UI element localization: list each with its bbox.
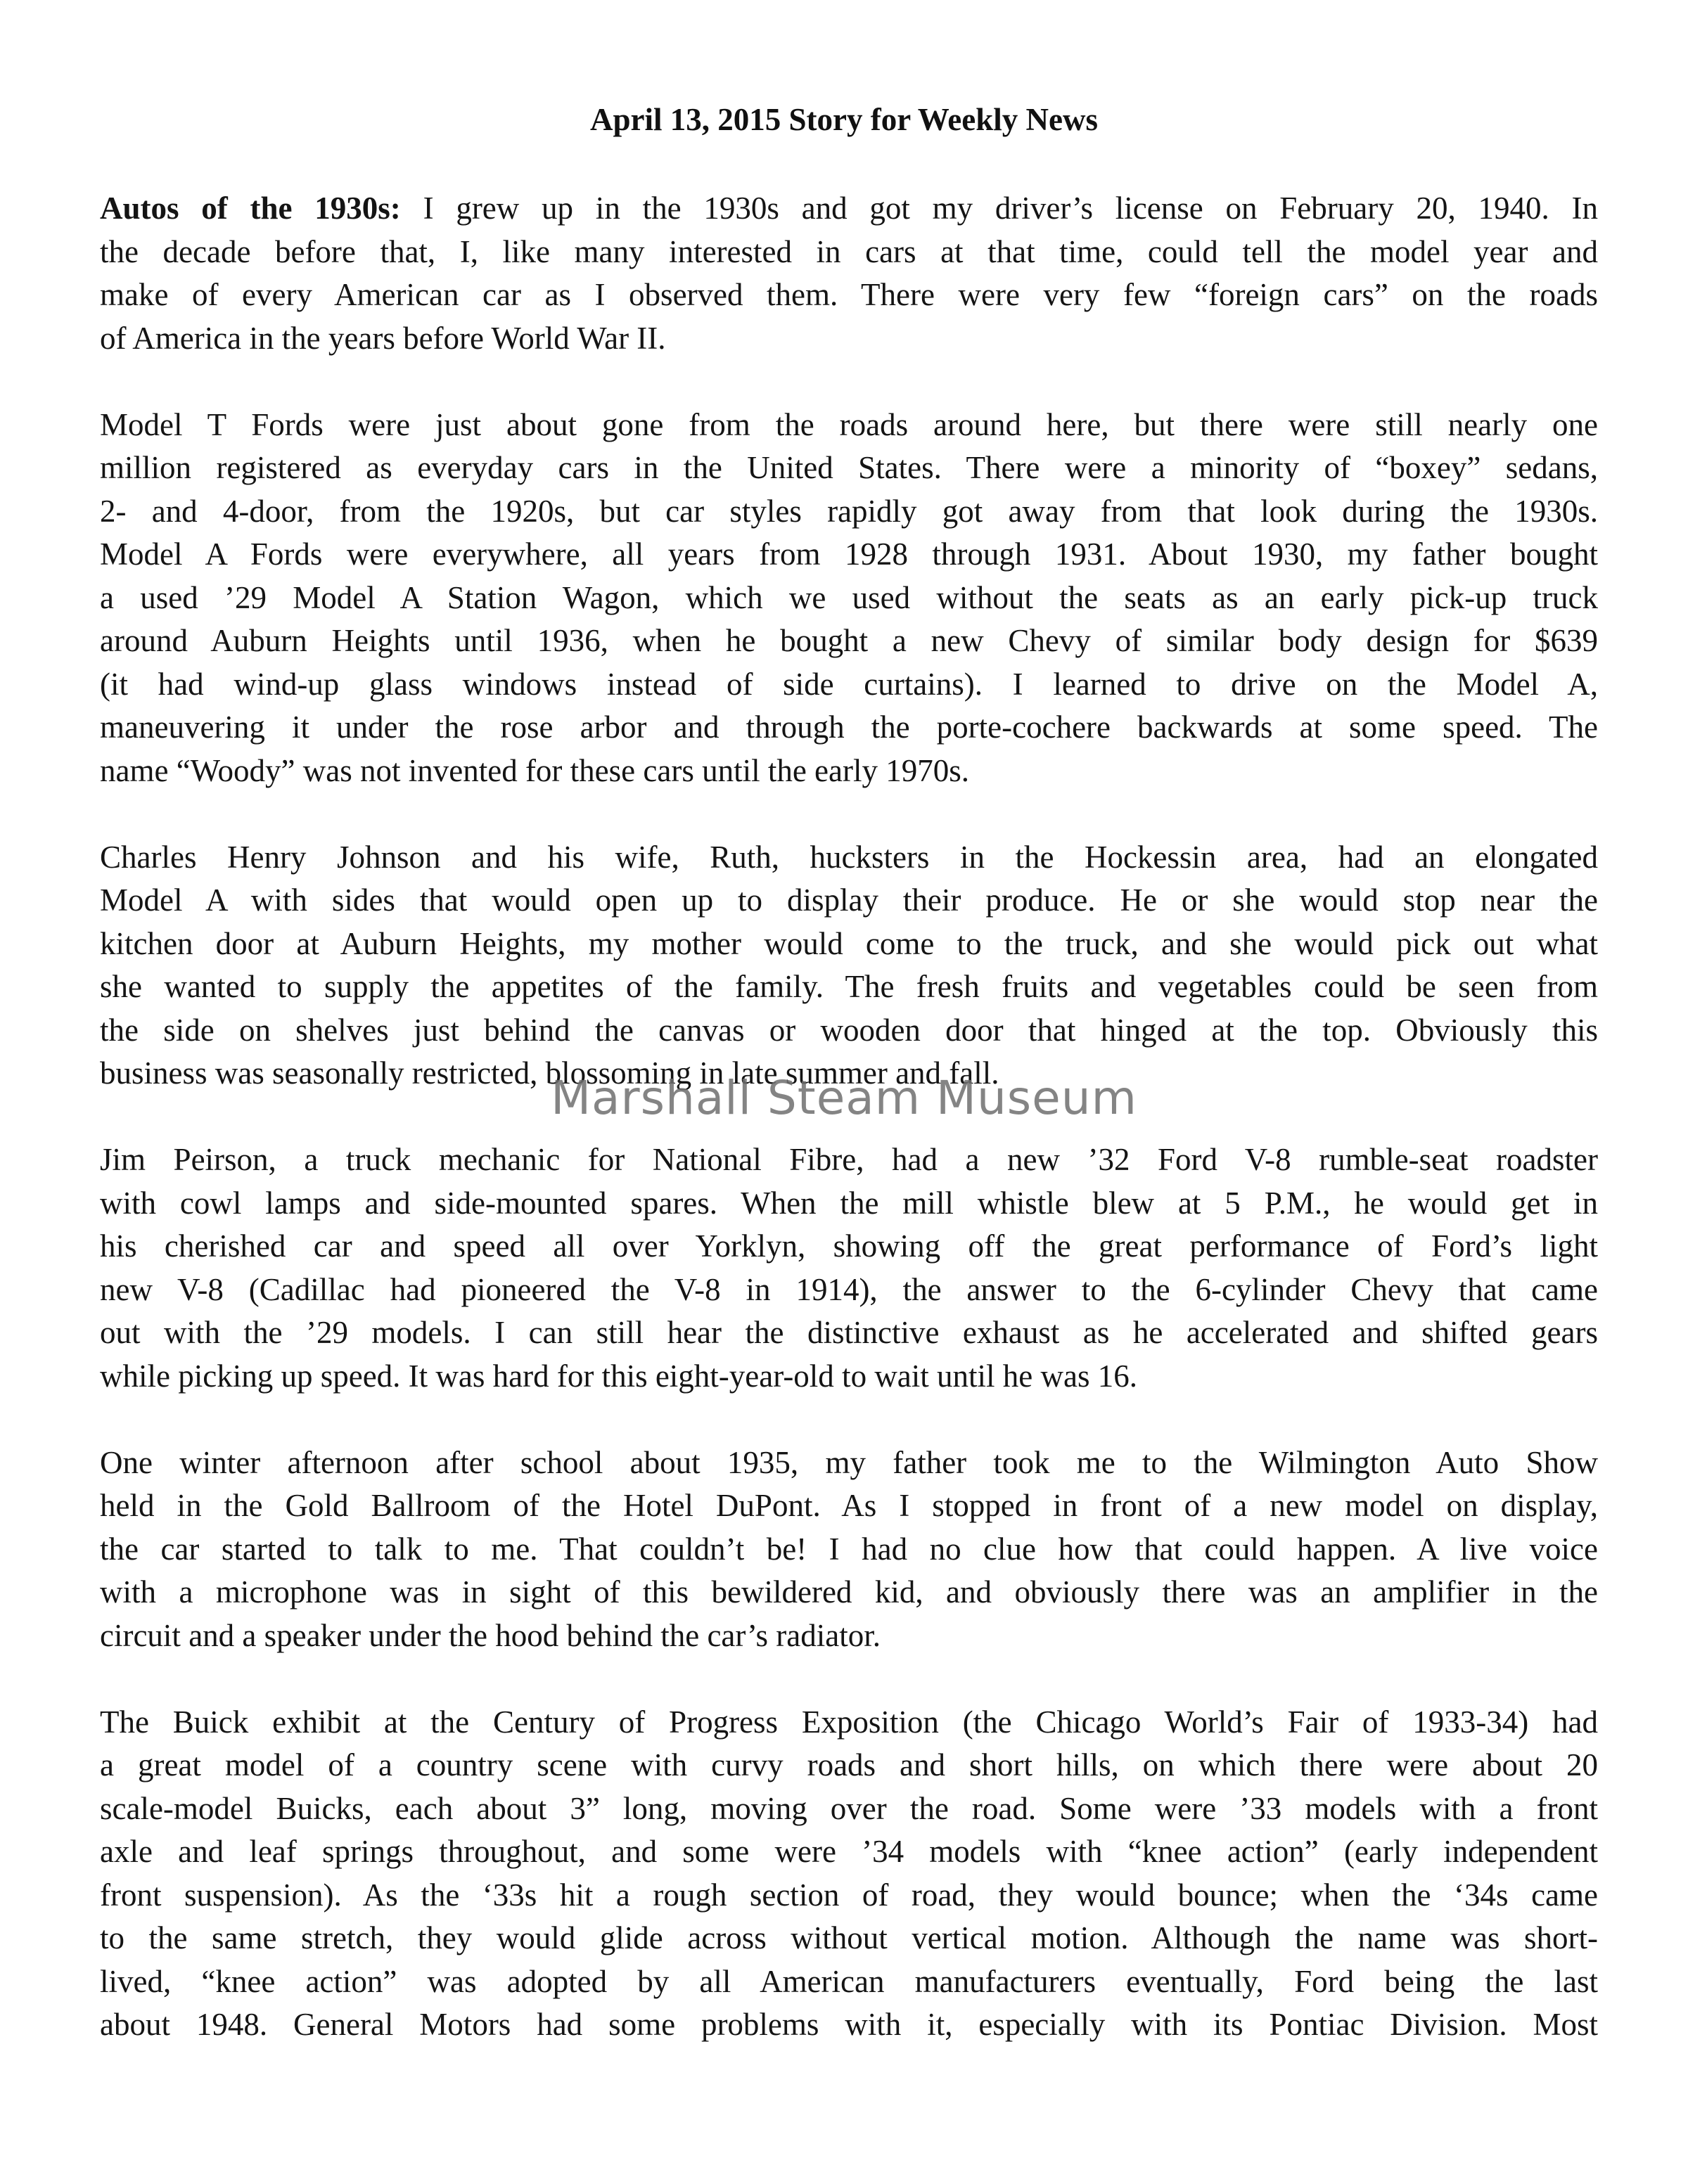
paragraph-line: name “Woody” was not invented for these cars until the early 1970s. <box>100 752 970 788</box>
paragraph-line: business was seasonally restricted, blossoming in late summer and fall. <box>100 1055 999 1091</box>
paragraph-line: axle and leaf springs throughout, and some were ’34 models with “knee action” (early independent <box>100 1834 1598 1869</box>
paragraph-line: she wanted to supply the appetites of the family. The fresh fruits and vegetables could be seen from <box>100 969 1598 1004</box>
paragraph <box>100 1138 1598 1398</box>
paragraph <box>100 836 1598 1096</box>
paragraph-line: make of every American car as I observed them. There were very few “foreign cars” on the roads <box>100 277 1598 312</box>
paragraph-line: lived, “knee action” was adopted by all American manufacturers eventually, Ford being the last <box>100 1963 1598 1999</box>
paragraph-line: Charles Henry Johnson and his wife, Ruth, hucksters in the Hockessin area, had an elongated <box>100 839 1598 875</box>
paragraph-line: The Buick exhibit at the Century of Progress Exposition (the Chicago World’s Fair of 1933-34) had <box>100 1704 1598 1740</box>
paragraph-line: scale-model Buicks, each about 3” long, moving over the road. Some were ’33 models with a front <box>100 1790 1598 1826</box>
paragraph <box>100 1701 1598 2047</box>
paragraph-line: Jim Peirson, a truck mechanic for National Fibre, had a new ’32 Ford V-8 rumble-seat roadster <box>100 1142 1598 1177</box>
paragraph-line: maneuvering it under the rose arbor and through the porte-cochere backwards at some speed. The <box>100 709 1598 745</box>
paragraph-line: the car started to talk to me. That couldn’t be! I had no clue how that could happen. A live voice <box>100 1531 1598 1567</box>
paragraph-line: held in the Gold Ballroom of the Hotel DuPont. As I stopped in front of a new model on display, <box>100 1488 1598 1523</box>
paragraph-line: Autos of the 1930s: I grew up in the 1930s and got my driver’s license on February 20, 1940. In <box>100 191 1598 226</box>
paragraph-line: of America in the years before World War II. <box>100 320 666 356</box>
paragraph-line: front suspension). As the ‘33s hit a rough section of road, they would bounce; when the ‘34s came <box>100 1877 1598 1913</box>
paragraph-line: while picking up speed. It was hard for this eight-year-old to wait until he was 16. <box>100 1358 1138 1394</box>
paragraph-line: the decade before that, I, like many interested in cars at that time, could tell the model year and <box>100 233 1598 269</box>
paragraph-line: Model A with sides that would open up to display their produce. He or she would stop near the <box>100 882 1598 918</box>
watermark-text: Marshall Steam Museum <box>551 1071 1137 1125</box>
paragraph-line: around Auburn Heights until 1936, when he bought a new Chevy of similar body design for $639 <box>100 623 1598 658</box>
paragraph-line: 2- and 4-door, from the 1920s, but car styles rapidly got away from that look during the 1930s. <box>100 493 1598 529</box>
paragraph-line: Model T Fords were just about gone from the roads around here, but there were still nearly one <box>100 406 1598 442</box>
paragraph-line: new V-8 (Cadillac had pioneered the V-8 in 1914), the answer to the 6-cylinder Chevy that came <box>100 1271 1598 1307</box>
paragraph-line: One winter afternoon after school about 1935, my father took me to the Wilmington Auto Show <box>100 1444 1598 1480</box>
paragraph-line: Model A Fords were everywhere, all years from 1928 through 1931. About 1930, my father bought <box>100 537 1598 572</box>
paragraph-line: circuit and a speaker under the hood behind the car’s radiator. <box>100 1617 881 1653</box>
paragraph-line: a used ’29 Model A Station Wagon, which we used without the seats as an early pick-up truck <box>100 579 1598 615</box>
paragraph-line: (it had wind-up glass windows instead of side curtains). I learned to drive on the Model A, <box>100 666 1598 702</box>
paragraph-line: million registered as everyday cars in the United States. There were a minority of “boxey” sedans, <box>100 450 1598 485</box>
paragraph-line: with cowl lamps and side-mounted spares. When the mill whistle blew at 5 P.M., he would get in <box>100 1185 1598 1221</box>
paragraph-line: with a microphone was in sight of this bewildered kid, and obviously there was an amplifier in the <box>100 1574 1598 1610</box>
paragraph-line: the side on shelves just behind the canvas or wooden door that hinged at the top. Obviously this <box>100 1012 1598 1048</box>
paragraph <box>100 1441 1598 1658</box>
paragraph-line: about 1948. General Motors had some problems with it, especially with its Pontiac Division. Most <box>100 2007 1598 2042</box>
document-title: April 13, 2015 Story for Weekly News <box>589 102 1099 137</box>
paragraph <box>100 404 1598 793</box>
paragraph-line: a great model of a country scene with curvy roads and short hills, on which there were about 20 <box>100 1747 1598 1782</box>
paragraph-line: kitchen door at Auburn Heights, my mother would come to the truck, and she would pick out what <box>100 925 1598 961</box>
paragraph-line: his cherished car and speed all over Yorklyn, showing off the great performance of Ford’s light <box>100 1228 1598 1264</box>
paragraph-line: to the same stretch, they would glide across without vertical motion. Although the name was short- <box>100 1920 1598 1955</box>
paragraph-line: out with the ’29 models. I can still hear the distinctive exhaust as he accelerated and shifted gears <box>100 1315 1598 1350</box>
section-lead-heading: Autos of the 1930s: <box>100 191 401 226</box>
paragraph <box>100 187 1598 360</box>
